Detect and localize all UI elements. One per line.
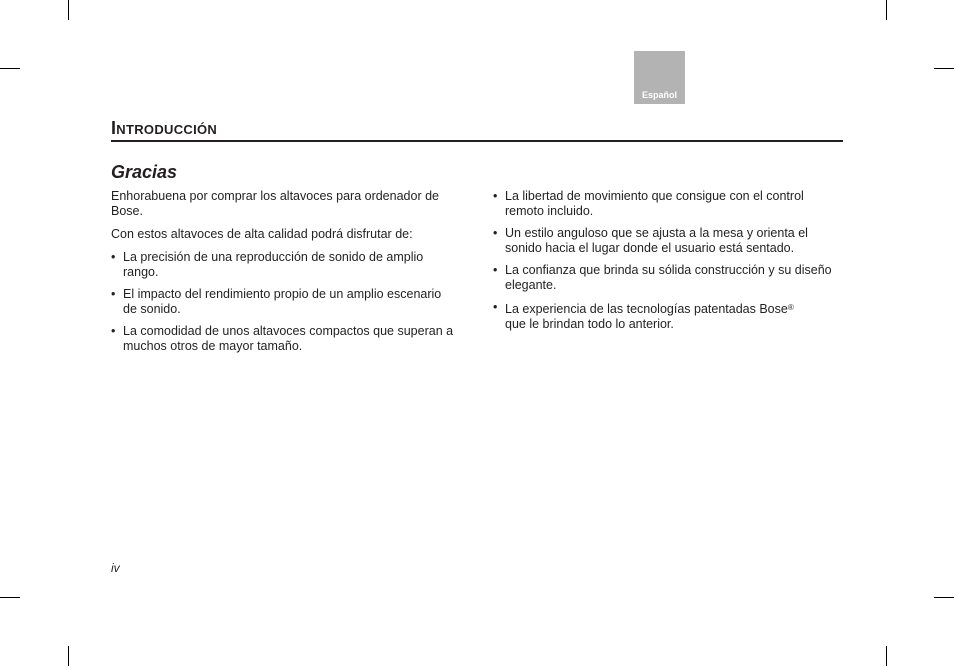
bullet-icon: • (493, 189, 498, 203)
feature-list (111, 250, 456, 354)
list-item-text: El impacto del rendimiento propio de un amplio escenario de sonido. (123, 287, 442, 316)
list-item-text: Un estilo anguloso que se ajusta a la mesa y orienta el sonido hacia el lugar donde el usuario está sentado. (505, 226, 808, 255)
list-item (493, 263, 838, 293)
intro-paragraph: Con estos altavoces de alta calidad podrá disfrutar de: (111, 227, 413, 241)
subtitle: Gracias (111, 162, 178, 182)
list-item-text: La confianza que brinda su sólida construcción y su diseño elegante. (505, 263, 832, 292)
bullet-icon: • (493, 226, 498, 240)
list-item-text-end: que le brindan todo lo anterior. (505, 317, 674, 331)
list-item (493, 189, 838, 219)
bullet-icon: • (493, 300, 498, 314)
list-item (493, 300, 838, 332)
list-item (111, 250, 456, 280)
left-column (111, 189, 456, 361)
list-item (111, 287, 456, 317)
bullet-icon: • (493, 263, 498, 277)
crop-mark (0, 68, 20, 69)
list-item (493, 226, 838, 256)
list-item-text: La comodidad de unos altavoces compactos que superan a muchos otros de mayor tamaño. (123, 324, 454, 353)
crop-mark (934, 68, 954, 69)
bullet-icon: • (111, 324, 116, 338)
list-item-text (505, 302, 794, 331)
list-item-text: La libertad de movimiento que consigue con el control remoto incluido. (505, 189, 804, 218)
crop-mark (886, 646, 887, 666)
list-item-text-start: La experiencia de las tecnologías patentadas Bose (505, 302, 788, 316)
intro-paragraph: Enhorabuena por comprar los altavoces para ordenador de Bose. (111, 189, 439, 218)
crop-mark (68, 0, 69, 20)
right-column (493, 189, 838, 339)
bullet-icon: • (111, 287, 116, 301)
list-item (111, 324, 456, 354)
section-title: Introducción (111, 118, 218, 138)
crop-mark (886, 0, 887, 20)
title-rule (111, 140, 843, 142)
feature-list (493, 189, 838, 332)
crop-mark (68, 646, 69, 666)
language-tab-label: Español (641, 90, 677, 100)
registered-mark: ® (787, 303, 794, 312)
language-tab (634, 51, 685, 104)
crop-mark (0, 597, 20, 598)
page-number: iv (111, 561, 120, 575)
bullet-icon: • (111, 250, 116, 264)
crop-mark (934, 597, 954, 598)
list-item-text: La precisión de una reproducción de sonido de amplio rango. (123, 250, 424, 279)
